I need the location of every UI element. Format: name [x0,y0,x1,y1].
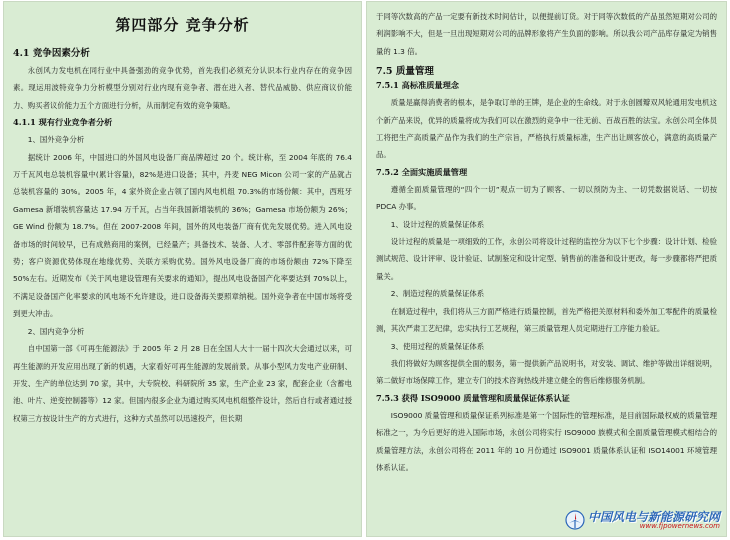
section-heading-7-5: 7.5 质量管理 [376,66,434,78]
paragraph-domestic-analysis: 自中国第一部《可再生能源法》于 2005 年 2 月 28 日在全国人大十一届十四次大会通过以来，可再生能源的开发应用出现了新的机遇，大家看好可再生能源的发展前景。从事小型风力发电产业研制、开发、生产的单位达到 70 家，其中，大专院校、科研院所 35 家，生产企业 23 家，配套企业（含蓄电池、叶片、逆变控制器等）12 家。但国内很多企业为通过购买风电机组整件设计，然后自行或者通过授权第三方按设计生产的方式进行，这种方式虽然可以迅速投产，但长期 [13,344,352,423]
paragraph-design-process: 设计过程的质量是一项细致的工作，永创公司将设计过程的监控分为以下七个步骤：设计计划、检验测试规范、设计评审、设计验证、试制鉴定和设计定型、销售前的准备和设计更改，每一步骤都将严把质量关。 [376,237,717,281]
paragraph-usage: 我们将做好为顾客提供全面的服务，第一提供新产品说明书，对安装、调试、维护等做出详细说明，第二做好市场保障工作，建立专门的技术咨询热线并建立健全的售后维修服务机制。 [376,358,717,386]
paragraph-quality-concept: 质量是赢得消费者的根本，是争取订单的王牌，是企业的生命线。对于永创圆瓣双风轮通用发电机这个新产品来说，优异的质量将成为我们可以在激烈的竞争中一往无前、百战百胜的法宝。永创公司全体员工将把生产高质量产品作为我们的生产宗旨，严格执行质量标准，生产出让顾客放心，满意的高质量产品。 [376,98,717,160]
section-heading-4-1: 4.1 竞争因素分析 [13,48,90,59]
subheading-manufacturing: 2、制造过程的质量保证体系 [390,289,485,299]
paragraph-iso9000: ISO9000 质量管理和质量保证系列标准是第一个国际性的管理标准，是目前国际最权威的质量管理标准之一，为今后更好的进入国际市场，永创公司将实行 ISO9000 族模式和全面质量管理模式相结合的质量管理方法，永创公司将在 2011 年的 10 月份通过 ISO9001 质量体系认证和 ISO14001 环境管理体系认证。 [376,410,717,472]
paragraph-inventory: 于同等次数高的产品一定要有新技术时间估计，以便提前订货。对于同等次数低的产品虽然短期对公司的利润影响不大，但是一旦出现短期对公司的品牌形象将产生负面的影响。所以我公司产品库存量定为销售量的 1.3 倍。 [376,12,717,56]
wind-turbine-logo-icon [565,510,585,530]
section-heading-7-5-1: 7.5.1 高标准质量理念 [376,80,459,91]
subheading-foreign: 1、国外竞争分析 [27,135,85,145]
watermark-site-name: 中国风电与新能源研究网 [587,509,720,524]
section-heading-7-5-2: 7.5.2 全面实施质量管理 [376,166,468,177]
section-heading-7-5-3: 7.5.3 获得 ISO9000 质量管理和质量保证体系认证 [376,392,570,403]
paragraph-manufacturing: 在制造过程中，我们将从三方面严格进行质量控制，首先严格把关原材料和委外加工零配件的质量检测，其次严肃工艺纪律，忠实执行工艺规程，第三质量管理人员定期进行工序能力验证。 [376,306,717,334]
watermark-text [588,511,720,530]
paragraph-intro: 永创风力发电机在同行业中具备强劲的竞争优势，首先我们必须充分认识本行业内存在的竞争因素。现运用波特竞争力分析模型分别对行业内现有竞争者、潜在进入者、替代品威胁、供应商议价能力、购买者议价能力五个方面进行分析，从而制定有效的竞争策略。 [13,66,352,110]
subheading-domestic: 2、国内竞争分析 [27,326,85,336]
paragraph-foreign-analysis: 据统计 2006 年，中国进口的外国风电设备厂商品牌超过 20 个。统计称，至 2004 年底的 76.4 万千瓦风电总装机容量中(累计容量)，82%是进口设备；其中，丹麦 NEG Micon 公司一家的产品就占总装机容量的 30%。2005 年，4 家外资企业占领了国内风电机组 70.3%的市场份额：其中，西班牙 Gamesa 新增装机容量达 17.94 万千瓦，占当年我国新增装机的 36%；Gamesa 市场份额为 26%；GE Wind 份额为 18.7%。但在 2007-2008 年间，国外的风电装备厂商有优先发展优势。进入风电设备市场的时间较早，已有成熟商用的案例，已经量产；具备技术、装备、人才、零部件配套等方面的优势；客户资源优势体现在地缘优势、关联方采购优势。国外风电设备厂商的市场份额由 72%下降至 50%左右。近期发布《关于风电建设管理有关要求的通知》，提出风电设备国产化率要达到 70%以上，不满足设备国产化率要求的风电场不允许建设，进口设备海关要照章纳税。国外竞争者在中国市场将受到更大冲击。 [13,152,352,319]
right-page [367,2,726,536]
page-title: 第四部分 竞争分析 [115,16,250,34]
site-watermark [565,510,720,530]
watermark-url: www.fjpowernews.com [639,521,720,530]
left-page [4,2,361,536]
section-heading-4-1-1: 4.1.1 现有行业竞争者分析 [13,117,113,128]
subheading-usage: 3、使用过程的质量保证体系 [390,341,485,351]
subheading-design-process: 1、设计过程的质量保证体系 [390,219,485,229]
paragraph-tqm: 遵循全面质量管理的“四个一切”观点一切为了顾客、一切以预防为主、一切凭数据说话、一切按 PDCA 办事。 [376,184,717,212]
